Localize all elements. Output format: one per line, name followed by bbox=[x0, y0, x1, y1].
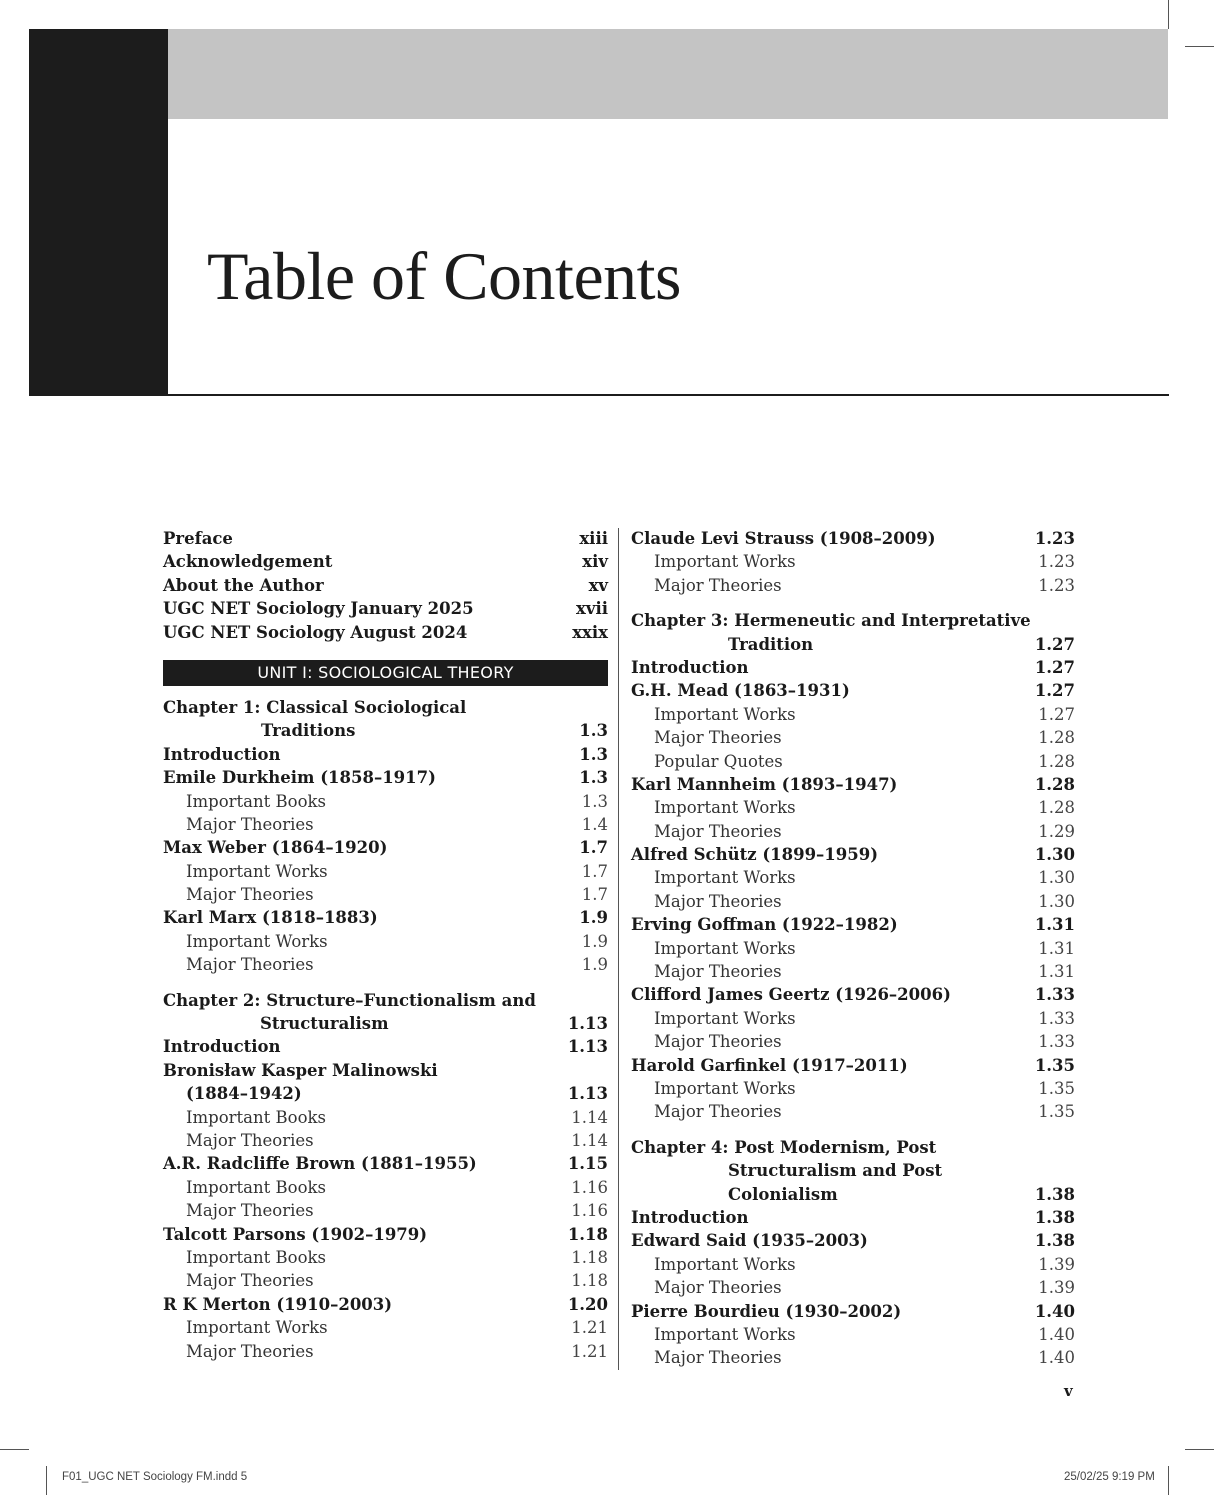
entry-title: G.H. Mead (1863–1931) bbox=[631, 681, 850, 701]
entry-title: Important Works bbox=[654, 868, 796, 888]
page-number: 1.38 bbox=[1034, 1207, 1075, 1227]
toc-subentry[interactable] bbox=[631, 574, 1075, 597]
entry-title: Important Works bbox=[654, 1324, 796, 1344]
entry-title: Bronisław Kasper Malinowski bbox=[163, 1060, 438, 1080]
entry-title: Major Theories bbox=[654, 728, 782, 748]
entry-title: Major Theories bbox=[654, 1348, 782, 1368]
toc-entry[interactable] bbox=[163, 1035, 608, 1058]
toc-subentry[interactable] bbox=[163, 790, 608, 813]
page-number: 1.35 bbox=[1038, 1102, 1075, 1122]
chapter-title-line2: Tradition bbox=[728, 634, 814, 654]
toc-entry[interactable] bbox=[163, 743, 608, 766]
toc-subentry[interactable] bbox=[163, 813, 608, 836]
chapter-title-line2: Traditions bbox=[261, 721, 356, 741]
entry-title: Major Theories bbox=[186, 1201, 314, 1221]
page-number: 1.3 bbox=[579, 744, 608, 764]
entry-title: Alfred Schütz (1899–1959) bbox=[631, 845, 879, 865]
page-number: 1.14 bbox=[571, 1130, 608, 1150]
toc-subentry[interactable] bbox=[163, 930, 608, 953]
entry-title: Important Works bbox=[654, 798, 796, 818]
chapter1-entries bbox=[163, 743, 608, 977]
page-number: 1.27 bbox=[1038, 704, 1075, 724]
page-number: 1.33 bbox=[1038, 1008, 1075, 1028]
right-top-entries bbox=[631, 527, 1075, 597]
toc-subentry[interactable] bbox=[163, 1176, 608, 1199]
page-number: 1.27 bbox=[1034, 657, 1075, 677]
crop-mark bbox=[1185, 46, 1214, 47]
toc-subentry[interactable] bbox=[163, 883, 608, 906]
chapter4-entries bbox=[631, 1206, 1075, 1370]
page-number: xiii bbox=[579, 529, 608, 548]
toc-entry[interactable] bbox=[163, 906, 608, 929]
toc-entry[interactable] bbox=[163, 597, 608, 620]
toc-subentry[interactable] bbox=[163, 1269, 608, 1292]
toc-subentry[interactable] bbox=[163, 860, 608, 883]
chapter3-entries bbox=[631, 656, 1075, 1124]
entry-title: Major Theories bbox=[186, 1271, 314, 1291]
page-number: 1.27 bbox=[1034, 681, 1075, 701]
footer-file-info: F01_UGC NET Sociology FM.indd 5 bbox=[62, 1471, 248, 1483]
page-number: 1.3 bbox=[579, 721, 608, 741]
crop-mark bbox=[1168, 0, 1169, 29]
toc-entry[interactable] bbox=[163, 766, 608, 789]
page-number: 1.9 bbox=[581, 931, 608, 951]
chapter-title-line2: Structuralism and Post bbox=[728, 1161, 943, 1181]
toc-subentry[interactable] bbox=[631, 550, 1075, 573]
toc-subentry[interactable] bbox=[631, 1007, 1075, 1030]
toc-subentry[interactable] bbox=[163, 1316, 608, 1339]
page-number: 1.13 bbox=[567, 1037, 608, 1057]
entry-title: Important Books bbox=[186, 791, 326, 811]
chapter-heading[interactable] bbox=[631, 609, 1075, 632]
entry-title: Major Theories bbox=[654, 575, 782, 595]
page-number: 1.27 bbox=[1034, 634, 1075, 654]
entry-title: Important Works bbox=[654, 552, 796, 572]
entry-title: Important Works bbox=[186, 1318, 328, 1338]
page-number: 1.39 bbox=[1038, 1254, 1075, 1274]
entry-title: Important Works bbox=[654, 1078, 796, 1098]
page-number: 1.3 bbox=[581, 791, 608, 811]
page-number: 1.29 bbox=[1038, 821, 1075, 841]
toc-entry[interactable] bbox=[631, 913, 1075, 936]
toc-entry[interactable] bbox=[163, 527, 608, 550]
entry-title: Max Weber (1864–1920) bbox=[163, 838, 388, 858]
toc-subentry[interactable] bbox=[631, 1077, 1075, 1100]
entry-title: Emile Durkheim (1858–1917) bbox=[163, 768, 436, 788]
chapter-title: Chapter 4: Post Modernism, Post bbox=[631, 1137, 937, 1157]
page-number: 1.21 bbox=[571, 1318, 608, 1338]
entry-title: Major Theories bbox=[186, 955, 314, 975]
entry-title: Important Works bbox=[654, 704, 796, 724]
toc-subentry[interactable] bbox=[163, 1129, 608, 1152]
entry-title: Edward Said (1935–2003) bbox=[631, 1231, 868, 1251]
entry-title: Karl Mannheim (1893–1947) bbox=[631, 774, 898, 794]
toc-subentry[interactable] bbox=[631, 750, 1075, 773]
chapter-title-line3: Colonialism bbox=[728, 1184, 838, 1204]
page-number: 1.38 bbox=[1034, 1231, 1075, 1251]
toc-entry[interactable] bbox=[163, 574, 608, 597]
toc-entry[interactable] bbox=[631, 983, 1075, 1006]
entry-title: Introduction bbox=[631, 1207, 749, 1227]
crop-mark bbox=[46, 1466, 47, 1495]
entry-title: Important Books bbox=[186, 1247, 326, 1267]
entry-title: Important Works bbox=[654, 1254, 796, 1274]
page-number: 1.23 bbox=[1038, 552, 1075, 572]
page-number: 1.15 bbox=[567, 1154, 608, 1174]
entry-title: Acknowledgement bbox=[163, 552, 333, 572]
page-number: 1.40 bbox=[1038, 1348, 1075, 1368]
page-number: 1.4 bbox=[581, 814, 608, 834]
toc-subentry[interactable] bbox=[631, 796, 1075, 819]
page-number: 1.30 bbox=[1034, 845, 1075, 865]
page-number: 1.35 bbox=[1034, 1055, 1075, 1075]
entry-title: Clifford James Geertz (1926–2006) bbox=[631, 985, 951, 1005]
page-number: 1.35 bbox=[1038, 1078, 1075, 1098]
chapter-heading-cont[interactable] bbox=[163, 719, 608, 742]
chapter-heading-cont[interactable] bbox=[631, 1183, 1075, 1206]
toc-entry[interactable] bbox=[163, 1293, 608, 1316]
toc-right-column bbox=[631, 527, 1075, 1370]
entry-title: Claude Levi Strauss (1908–2009) bbox=[631, 529, 936, 548]
page-number: 1.18 bbox=[571, 1247, 608, 1267]
page-number: 1.7 bbox=[581, 885, 608, 905]
toc-entry[interactable] bbox=[163, 836, 608, 859]
toc-entry[interactable] bbox=[163, 1223, 608, 1246]
entry-title: Introduction bbox=[163, 1037, 281, 1057]
page-number: 1.20 bbox=[567, 1294, 608, 1314]
entry-title: UGC NET Sociology January 2025 bbox=[163, 599, 474, 619]
entry-title: Popular Quotes bbox=[654, 751, 783, 771]
page-number: 1.3 bbox=[579, 768, 608, 788]
toc-subentry[interactable] bbox=[163, 953, 608, 976]
chapter-title: Chapter 2: Structure–Functionalism and bbox=[163, 990, 536, 1010]
chapter-heading[interactable] bbox=[163, 989, 608, 1012]
front-matter-list bbox=[163, 527, 608, 644]
toc-subentry[interactable] bbox=[631, 960, 1075, 983]
toc-entry[interactable] bbox=[631, 1206, 1075, 1229]
toc-entry[interactable] bbox=[631, 656, 1075, 679]
page-number: 1.30 bbox=[1038, 868, 1075, 888]
entry-title: Major Theories bbox=[186, 885, 314, 905]
page-number: 1.23 bbox=[1038, 575, 1075, 595]
header-black-block bbox=[29, 29, 168, 395]
chapter-heading-cont[interactable] bbox=[631, 1159, 1075, 1182]
toc-subentry[interactable] bbox=[631, 703, 1075, 726]
toc-subentry[interactable] bbox=[631, 1100, 1075, 1123]
chapter-title: Chapter 3: Hermeneutic and Interpretative bbox=[631, 611, 1031, 631]
page-number: 1.18 bbox=[567, 1224, 608, 1244]
page-number: 1.7 bbox=[579, 838, 608, 858]
page-number: 1.21 bbox=[571, 1341, 608, 1361]
entry-title: Introduction bbox=[163, 744, 281, 764]
page-number: 1.39 bbox=[1038, 1278, 1075, 1298]
crop-mark bbox=[0, 1449, 29, 1450]
entry-title: About the Author bbox=[163, 575, 324, 595]
toc-entry[interactable] bbox=[631, 527, 1075, 550]
entry-title-line2: (1884–1942) bbox=[186, 1084, 302, 1104]
page-number: 1.31 bbox=[1034, 915, 1075, 935]
entry-title: A.R. Radcliffe Brown (1881–1955) bbox=[163, 1154, 477, 1174]
entry-title: Harold Garfinkel (1917–2011) bbox=[631, 1055, 908, 1075]
entry-title: Major Theories bbox=[654, 821, 782, 841]
chapter-heading[interactable] bbox=[631, 1136, 1075, 1159]
toc-entry[interactable] bbox=[163, 621, 608, 644]
chapter-title-line2: Structuralism bbox=[260, 1014, 389, 1034]
page-title: Table of Contents bbox=[207, 238, 681, 314]
page-number: 1.13 bbox=[567, 1014, 608, 1034]
toc-subentry[interactable] bbox=[631, 866, 1075, 889]
page-number: 1.40 bbox=[1034, 1301, 1075, 1321]
toc-subentry[interactable] bbox=[631, 820, 1075, 843]
entry-title: Important Books bbox=[186, 1177, 326, 1197]
chapter-title: Chapter 1: Classical Sociological bbox=[163, 697, 467, 717]
page-number: 1.38 bbox=[1034, 1184, 1075, 1204]
page-number: 1.9 bbox=[579, 908, 608, 928]
page-number: 1.18 bbox=[571, 1271, 608, 1291]
entry-title: Major Theories bbox=[654, 1102, 782, 1122]
header-rule bbox=[29, 394, 1169, 396]
entry-title: Pierre Bourdieu (1930–2002) bbox=[631, 1301, 902, 1321]
page-number: 1.14 bbox=[571, 1107, 608, 1127]
toc-entry[interactable] bbox=[163, 1152, 608, 1175]
entry-title: Major Theories bbox=[186, 1341, 314, 1361]
header-grey-band bbox=[168, 29, 1168, 119]
toc-entry[interactable] bbox=[631, 679, 1075, 702]
entry-title: Important Works bbox=[654, 1008, 796, 1028]
footer-timestamp: 25/02/25 9:19 PM bbox=[1064, 1471, 1155, 1483]
chapter2-entries bbox=[163, 1106, 608, 1363]
toc-entry[interactable] bbox=[631, 1054, 1075, 1077]
entry-title: Introduction bbox=[631, 657, 749, 677]
page-number: 1.13 bbox=[567, 1084, 608, 1104]
page-number: 1.31 bbox=[1038, 962, 1075, 982]
page-number: 1.28 bbox=[1034, 774, 1075, 794]
entry-title: Preface bbox=[163, 529, 233, 548]
toc-subentry[interactable] bbox=[631, 937, 1075, 960]
toc-entry[interactable] bbox=[631, 773, 1075, 796]
toc-subentry[interactable] bbox=[163, 1340, 608, 1363]
toc-subentry[interactable] bbox=[631, 1346, 1075, 1369]
page-number: xvii bbox=[576, 599, 608, 619]
entry-title: Important Works bbox=[654, 938, 796, 958]
toc-entry[interactable] bbox=[163, 1059, 608, 1082]
crop-mark bbox=[1185, 1449, 1214, 1450]
toc-subentry[interactable] bbox=[631, 1323, 1075, 1346]
entry-title: Major Theories bbox=[654, 1278, 782, 1298]
entry-title: Important Books bbox=[186, 1107, 326, 1127]
entry-title: UGC NET Sociology August 2024 bbox=[163, 622, 468, 642]
toc-subentry[interactable] bbox=[631, 1253, 1075, 1276]
entry-title: Important Works bbox=[186, 861, 328, 881]
page-number: xxix bbox=[572, 622, 608, 642]
crop-mark bbox=[1168, 1466, 1169, 1495]
entry-title: Major Theories bbox=[654, 1032, 782, 1052]
page-number: 1.9 bbox=[581, 955, 608, 975]
toc-subentry[interactable] bbox=[163, 1199, 608, 1222]
entry-title: Karl Marx (1818–1883) bbox=[163, 908, 378, 928]
entry-title: Talcott Parsons (1902–1979) bbox=[163, 1224, 428, 1244]
entry-title: Major Theories bbox=[654, 962, 782, 982]
page-number: 1.23 bbox=[1034, 529, 1075, 548]
toc-subentry[interactable] bbox=[631, 1276, 1075, 1299]
page-number: 1.33 bbox=[1038, 1032, 1075, 1052]
page-number: 1.7 bbox=[581, 861, 608, 881]
toc-entry[interactable] bbox=[631, 1229, 1075, 1252]
toc-subentry[interactable] bbox=[163, 1106, 608, 1129]
page-number: 1.31 bbox=[1038, 938, 1075, 958]
page-number: 1.16 bbox=[571, 1177, 608, 1197]
toc-entry[interactable] bbox=[631, 843, 1075, 866]
page-number: xiv bbox=[582, 552, 608, 572]
entry-title: Erving Goffman (1922–1982) bbox=[631, 915, 898, 935]
chapter-heading[interactable] bbox=[163, 696, 608, 719]
toc-subentry[interactable] bbox=[163, 1246, 608, 1269]
entry-title: Major Theories bbox=[654, 891, 782, 911]
toc-left-column bbox=[163, 527, 608, 1363]
entry-title: Major Theories bbox=[186, 1130, 314, 1150]
toc-subentry[interactable] bbox=[631, 890, 1075, 913]
entry-title: Important Works bbox=[186, 931, 328, 951]
page-number-footer: v bbox=[1064, 1382, 1073, 1400]
toc-entry-cont[interactable] bbox=[163, 1082, 608, 1105]
chapter-heading-cont[interactable] bbox=[163, 1012, 608, 1035]
toc-entry[interactable] bbox=[631, 1300, 1075, 1323]
page-number: xv bbox=[588, 575, 608, 595]
unit-heading: UNIT I: SOCIOLOGICAL THEORY bbox=[163, 660, 608, 686]
column-divider bbox=[618, 528, 619, 1370]
chapter-heading-cont[interactable] bbox=[631, 633, 1075, 656]
page-number: 1.30 bbox=[1038, 891, 1075, 911]
page-number: 1.40 bbox=[1038, 1324, 1075, 1344]
page-number: 1.28 bbox=[1038, 728, 1075, 748]
toc-entry[interactable] bbox=[163, 550, 608, 573]
page-number: 1.33 bbox=[1034, 985, 1075, 1005]
page-number: 1.16 bbox=[571, 1201, 608, 1221]
toc-subentry[interactable] bbox=[631, 726, 1075, 749]
entry-title: R K Merton (1910–2003) bbox=[163, 1294, 393, 1314]
entry-title: Major Theories bbox=[186, 814, 314, 834]
toc-subentry[interactable] bbox=[631, 1030, 1075, 1053]
page-number: 1.28 bbox=[1038, 798, 1075, 818]
page-number: 1.28 bbox=[1038, 751, 1075, 771]
